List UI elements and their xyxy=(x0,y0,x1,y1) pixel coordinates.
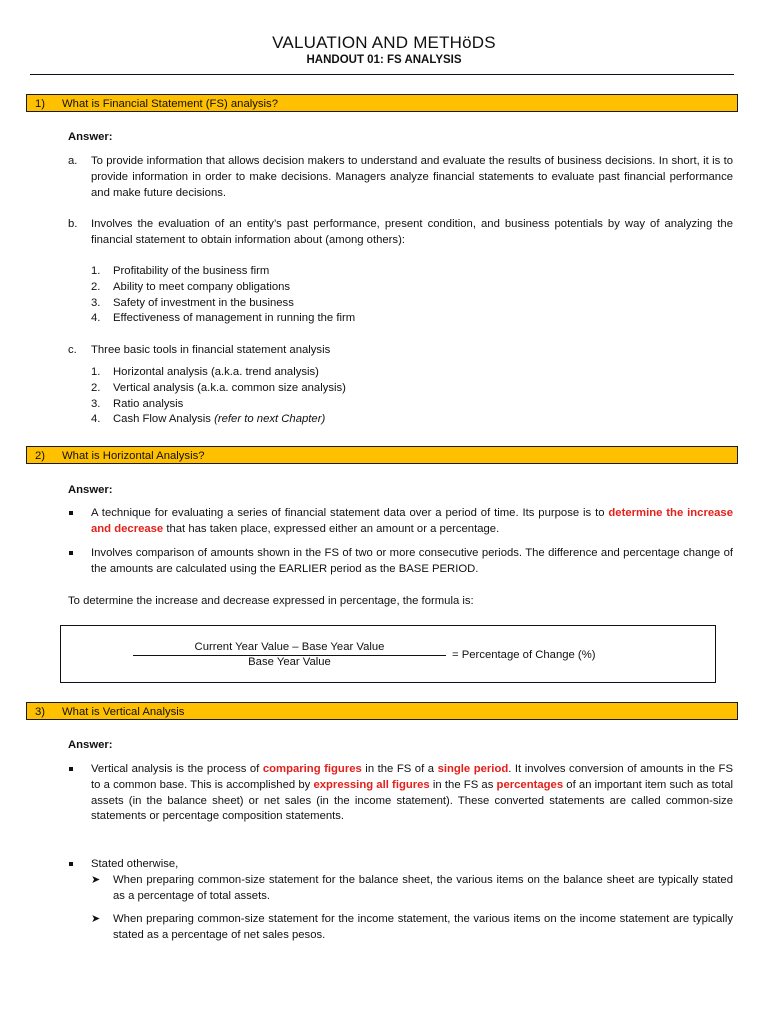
arrow-bullet-icon: ➤ xyxy=(91,874,101,886)
formula-intro: To determine the increase and decrease expressed in percentage, the formula is: xyxy=(68,595,474,607)
emphasis-text: percentages xyxy=(496,778,564,791)
emphasis-text: comparing figures xyxy=(262,763,362,775)
q1-item-c-marker: c. xyxy=(68,344,77,356)
question-2-bar xyxy=(26,446,738,464)
bullet-square xyxy=(69,862,73,866)
bullet-square xyxy=(69,511,73,515)
question-1-number: 1) xyxy=(35,98,46,110)
question-1-bar xyxy=(26,94,738,112)
arrow-bullet-icon: ➤ xyxy=(91,913,101,925)
q2-bullet-2: Involves comparison of amounts shown in the FS of two or more consecutive periods. The difference and percentage change of the amounts are calculated using the EARLIER period as the BASE PERIOD. xyxy=(68,546,733,578)
q1-item-c xyxy=(68,343,733,359)
q1-item-a xyxy=(68,154,733,201)
q3-bullet-2: Stated otherwise, xyxy=(68,857,733,873)
q1-b-list xyxy=(91,264,355,327)
list-item: 2. Vertical analysis (a.k.a. common size analysis) xyxy=(91,381,346,394)
header-divider xyxy=(30,74,734,75)
q3-bullet-1: Vertical analysis is the process of comparing figures in the FS of a single period. It involves conversion of amounts in the FS to a common base. This is accomplished by expressing all figures in the FS as percentages of an important item such as total assets (in the balance sheet) or net sales (in the income statement). These converted statements are called common-size statements or percentage composition statements. xyxy=(68,762,733,825)
list-item: 3. Ratio analysis xyxy=(91,397,184,410)
q1-item-b-text: Involves the evaluation of an entity’s past performance, present condition, and business potentials by way of analyzing the financial statement to obtain information about (among others): xyxy=(91,218,733,246)
answer-label-2: Answer: xyxy=(68,484,113,496)
q1-item-a-text: To provide information that allows decision makers to understand and evaluate the results of business decisions. In short, it is to provide information in order to make decisions. Managers analyze financial statements to evaluate past financial performance and make future decisions. xyxy=(91,155,733,199)
question-2-text: What is Horizontal Analysis? xyxy=(62,450,205,462)
q2-bullet-1: A technique for evaluating a series of financial statement data over a period of time. Its purpose is to determine the increase and decrease that has taken place, expressed either an amount or a percentage. xyxy=(68,506,733,538)
q3-sub-item-1: ➤ When preparing common-size statement for the balance sheet, the various items on the balance sheet are typically stated as a percentage of total assets. xyxy=(91,874,733,902)
document-subtitle: HANDOUT 01: FS ANALYSIS xyxy=(306,54,462,66)
question-3-bar xyxy=(26,702,738,720)
q1-item-c-text: Three basic tools in financial statement analysis xyxy=(91,344,331,356)
question-1-text: What is Financial Statement (FS) analysis? xyxy=(62,98,278,110)
list-item: 1. Profitability of the business firm xyxy=(91,265,270,277)
chapter-note: (refer to next Chapter) xyxy=(214,413,326,426)
list-item: 1. Horizontal analysis (a.k.a. trend analysis) xyxy=(91,366,319,378)
answer-label-3: Answer: xyxy=(68,739,113,751)
list-item: 2. Ability to meet company obligations xyxy=(91,280,291,293)
q1-item-b xyxy=(68,217,733,249)
emphasis-text: expressing all figures xyxy=(313,778,430,791)
formula-numerator: Current Year Value – Base Year Value xyxy=(194,641,385,653)
answer-label-1: Answer: xyxy=(68,131,113,143)
bullet-square xyxy=(69,767,73,771)
emphasis-text: single period xyxy=(437,763,509,775)
document-title: VALUATION AND METHöDS xyxy=(272,33,496,52)
q1-item-a-marker: a. xyxy=(68,155,78,167)
formula-denominator: Base Year Value xyxy=(248,656,331,668)
q1-item-b-marker: b. xyxy=(68,218,78,230)
list-item: 3. Safety of investment in the business xyxy=(91,296,294,309)
question-3-text: What is Vertical Analysis xyxy=(62,706,185,718)
list-item: 4. Cash Flow Analysis (refer to next Chapter) xyxy=(91,413,326,426)
list-item: 4. Effectiveness of management in running the firm xyxy=(91,312,356,325)
emphasis-text: determine the increase and decrease xyxy=(91,507,733,535)
q3-sub-item-2: ➤ When preparing common-size statement for the income statement, the various items on the income statement are typically stated as a percentage of net sales pesos. xyxy=(91,913,733,941)
question-2-number: 2) xyxy=(35,450,46,462)
bullet-square xyxy=(69,551,73,555)
question-3-number: 3) xyxy=(35,706,46,718)
formula-result: = Percentage of Change (%) xyxy=(452,649,596,661)
q1-c-list xyxy=(91,365,346,428)
